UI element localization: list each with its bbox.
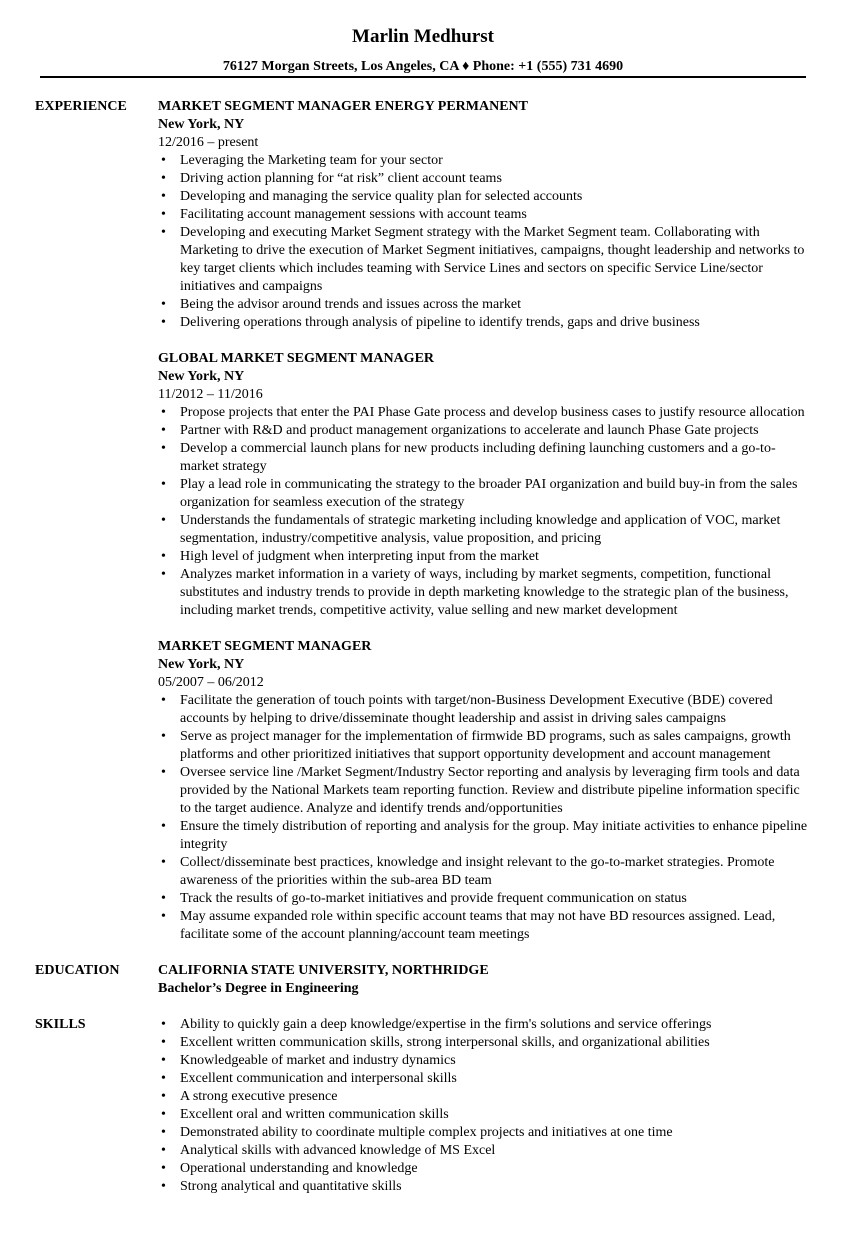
section-label-skills: SKILLS: [35, 1017, 86, 1032]
list-item: • Delivering operations through analysis of pipeline to identify trends, gaps and drive business: [158, 314, 810, 332]
list-item: • Operational understanding and knowledge: [158, 1160, 810, 1178]
list-item: • May assume expanded role within specific account teams that may not have BD resources assigned. Lead, facilitate some of the account planning/account team meetings: [158, 908, 810, 944]
list-item: • Strong analytical and quantitative skills: [158, 1178, 810, 1196]
job-location: New York, NY: [158, 369, 245, 384]
list-item: • Developing and managing the service quality plan for selected accounts: [158, 188, 810, 206]
list-item: • Ensure the timely distribution of reporting and analysis for the group. May initiate activities to enhance pipeline integrity: [158, 818, 810, 854]
list-item: • Knowledgeable of market and industry dynamics: [158, 1052, 810, 1070]
job-title: MARKET SEGMENT MANAGER: [158, 639, 372, 654]
degree: Bachelor’s Degree in Engineering: [158, 981, 359, 996]
list-item: • Oversee service line /Market Segment/Industry Sector reporting and analysis by leveraging firm tools and data provided by the National Markets team reporting function. Review and distribute pipeline information specific to the target audience. Analyze and identify trends and/opportunities: [158, 764, 810, 818]
candidate-name: Marlin Medhurst: [352, 26, 494, 47]
job-location: New York, NY: [158, 657, 245, 672]
list-item: • Leveraging the Marketing team for your sector: [158, 152, 810, 170]
experience-section: [0, 98, 860, 944]
list-item: • Propose projects that enter the PAI Phase Gate process and develop business cases to justify resource allocation: [158, 404, 810, 422]
section-spacer: [0, 998, 860, 1016]
list-item: • Driving action planning for “at risk” client account teams: [158, 170, 810, 188]
list-item: • Facilitate the generation of touch points with target/non-Business Development Executive (BDE) covered accounts by helping to drive/disseminate thought leadership and assist in driving sales campaigns: [158, 692, 810, 728]
list-item: • Track the results of go-to-market initiatives and provide frequent communication on status: [158, 890, 810, 908]
school-name: CALIFORNIA STATE UNIVERSITY, NORTHRIDGE: [158, 963, 489, 978]
list-item: • Understands the fundamentals of strategic marketing including knowledge and application of VOC, market segmentation, industry/competitive analysis, value proposition, and pricing: [158, 512, 810, 548]
job-title: GLOBAL MARKET SEGMENT MANAGER: [158, 351, 435, 366]
job-entry: [158, 98, 810, 332]
education-body: [158, 962, 810, 998]
job-entry: [158, 350, 810, 620]
job-dates: 12/2016 – present: [158, 135, 259, 150]
job-title: MARKET SEGMENT MANAGER ENERGY PERMANENT: [158, 99, 528, 114]
list-item: • A strong executive presence: [158, 1088, 810, 1106]
job-dates: 05/2007 – 06/2012: [158, 675, 264, 690]
list-item: • Demonstrated ability to coordinate multiple complex projects and initiatives at one time: [158, 1124, 810, 1142]
skills-list: [158, 1016, 810, 1196]
job-bullets: [158, 404, 810, 620]
contact-line: 76127 Morgan Streets, Los Angeles, CA ♦ Phone: +1 (555) 731 4690: [222, 59, 624, 74]
list-item: • Analytical skills with advanced knowledge of MS Excel: [158, 1142, 810, 1160]
skills-section: [0, 1016, 860, 1196]
list-item: • Excellent written communication skills, strong interpersonal skills, and organizational abilities: [158, 1034, 810, 1052]
list-item: • Excellent communication and interpersonal skills: [158, 1070, 810, 1088]
list-item: • Developing and executing Market Segment strategy with the Market Segment team. Collaborating with Marketing to drive the execution of Market Segment initiatives, campaigns, thought leadership and networks to key target clients which includes teaming with Service Lines and sectors on specific Service Line/sector initiatives and campaigns: [158, 224, 810, 296]
list-item: • Excellent oral and written communication skills: [158, 1106, 810, 1124]
section-label-education: EDUCATION: [35, 963, 120, 978]
list-item: • Being the advisor around trends and issues across the market: [158, 296, 810, 314]
list-item: • Partner with R&D and product management organizations to accelerate and launch Phase Gate projects: [158, 422, 810, 440]
education-section: [0, 962, 860, 998]
list-item: • Analyzes market information in a variety of ways, including by market segments, competition, functional substitutes and industry trends to provide in depth marketing knowledge to the strategic plan of the business, including market trends, competitive activity, value selling and new market development: [158, 566, 810, 620]
experience-body: [158, 98, 810, 944]
job-bullets: [158, 152, 810, 332]
job-bullets: [158, 692, 810, 944]
list-item: • Develop a commercial launch plans for new products including defining launching customers and a go-to-market strategy: [158, 440, 810, 476]
list-item: • Ability to quickly gain a deep knowledge/expertise in the firm's solutions and service offerings: [158, 1016, 810, 1034]
job-location: New York, NY: [158, 117, 245, 132]
list-item: • Collect/disseminate best practices, knowledge and insight relevant to the go-to-market strategies. Promote awareness of the priorities within the sub-area BD team: [158, 854, 810, 890]
header-divider: [40, 76, 806, 78]
job-dates: 11/2012 – 11/2016: [158, 387, 263, 402]
job-entry: [158, 638, 810, 944]
list-item: • Serve as project manager for the implementation of firmwide BD programs, such as sales campaigns, growth platforms and other prioritized initiatives that support opportunity development and account management: [158, 728, 810, 764]
list-item: • Play a lead role in communicating the strategy to the broader PAI organization and build buy-in from the sales organization for seamless execution of the strategy: [158, 476, 810, 512]
list-item: • High level of judgment when interpreting input from the market: [158, 548, 810, 566]
resume-content: [0, 98, 860, 1196]
list-item: • Facilitating account management sessions with account teams: [158, 206, 810, 224]
section-label-experience: EXPERIENCE: [35, 99, 127, 114]
skills-body: [158, 1016, 810, 1196]
